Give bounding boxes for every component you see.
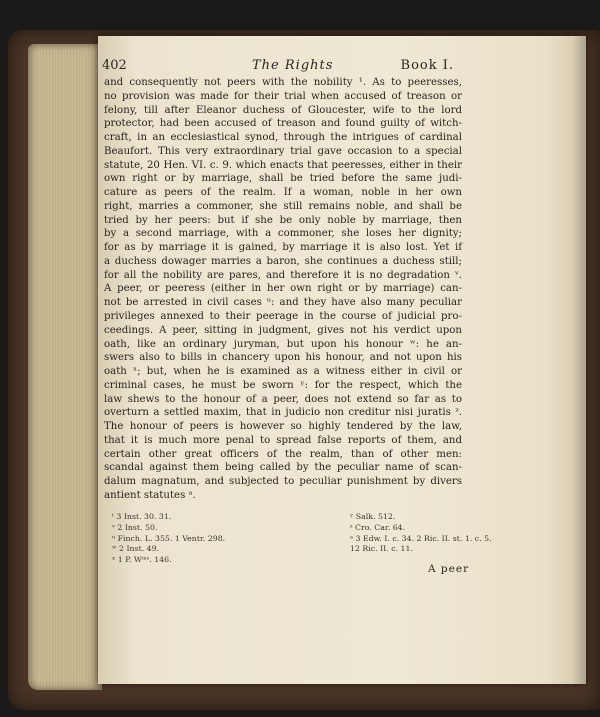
text-line: oath, like an ordinary juryman, but upon his honour ʷ: he an- [104,338,462,350]
text-line: not be arrested in civil cases ᵘ: and they have also many peculiar [104,297,462,309]
footnote: ᶻ Cro. Car. 64. [350,522,406,532]
text-line: no provision was made for their trial when accused of treason or [104,90,462,102]
text-line: right, marries a commoner, she still remains noble, and shall be [104,200,462,212]
text-line: oath ˣ; but, when he is examined as a witness either in civil or [104,366,462,378]
footnotes-left-column [112,512,225,566]
text-line: that it is much more penal to spread false reports of them, and [104,434,462,446]
book-label: Book I. [400,58,454,73]
page-number: 402 [102,58,127,73]
text-line: The honour of peers is however so highly tendered by the law, [104,421,462,433]
footnote: ˣ 1 P. Wᵐˢ. 146. [112,555,172,565]
text-line: a duchess dowager marries a baron, she continues a duchess still; [104,255,462,267]
text-line: ceedings. A peer, sitting in judgment, gives not his verdict upon [104,324,462,336]
text-line: cature as peers of the realm. If a woman, noble in her own [104,187,462,199]
text-line: criminal cases, he must be sworn ʸ: for the respect, which the [104,379,462,391]
footnote: ᵛ 2 Inst. 50. [112,522,158,532]
text-line: antient statutes ᵃ. [104,489,196,501]
text-line: for as by marriage it is gained, by marriage it is also lost. Yet if [104,242,462,254]
footnotes [112,512,492,568]
footnote: ʷ 2 Inst. 49. [112,544,160,554]
text-line: and consequently not peers with the nobility ¹. As to peeresses, [104,77,462,88]
text-line: by a second marriage, with a commoner, she loses her dignity; [104,228,462,240]
text-line: for all the nobility are pares, and therefore it is no degradation ᵛ. [104,269,462,281]
text-line: law shews to the honour of a peer, does not extend so far as to [104,393,462,405]
catchword: A peer [428,563,470,575]
text-line: dalum magnatum, and subjected to peculiar punishment by divers [104,476,462,488]
text-line: felony, till after Eleanor duchess of Gloucester, wife to the lord [104,104,462,116]
text-line: swers also to bills in chancery upon his honour, and not upon his [104,352,462,364]
text-line: certain other great officers of the realm, than of other men: [104,448,462,460]
text-line: protector, had been accused of treason and found guilty of witch- [104,118,462,130]
text-line: A peer, or peeress (either in her own right or by marriage) can- [104,283,462,295]
text-line: overturn a settled maxim, that in judicio non creditur nisi juratis ᶻ. [104,407,462,419]
page-header [102,58,452,78]
footnote: ʸ Salk. 512. [350,512,396,521]
footnotes-right-column [350,512,492,555]
text-line: statute, 20 Hen. VI. c. 9. which enacts that peeresses, either in their [104,159,462,171]
running-title: The Rights [252,58,334,73]
body-text [104,76,462,503]
footnote: ᵃ 3 Edw. I. c. 34. 2 Ric. II. st. 1. c. 5. [350,533,492,543]
text-line: craft, in an ecclesiastical synod, through the intrigues of cardinal [104,132,462,144]
text-line: tried by her peers: but if she be only noble by marriage, then [104,214,462,226]
footnote: ᵘ Finch. L. 355. 1 Ventr. 298. [112,533,226,543]
footnote: 12 Ric. II. c. 11. [350,544,413,554]
book-page-edges [28,44,102,690]
gutter-shadow [572,36,586,684]
text-line: own right or by marriage, shall be tried before the same judi- [104,173,462,185]
text-line: privileges annexed to their peerage in the course of judicial pro- [104,311,462,323]
footnote: ᵗ 3 Inst. 30. 31. [112,512,172,521]
text-line: Beaufort. This very extraordinary trial gave occasion to a special [104,145,462,157]
text-line: scandal against them being called by the peculiar name of scan- [104,462,462,474]
